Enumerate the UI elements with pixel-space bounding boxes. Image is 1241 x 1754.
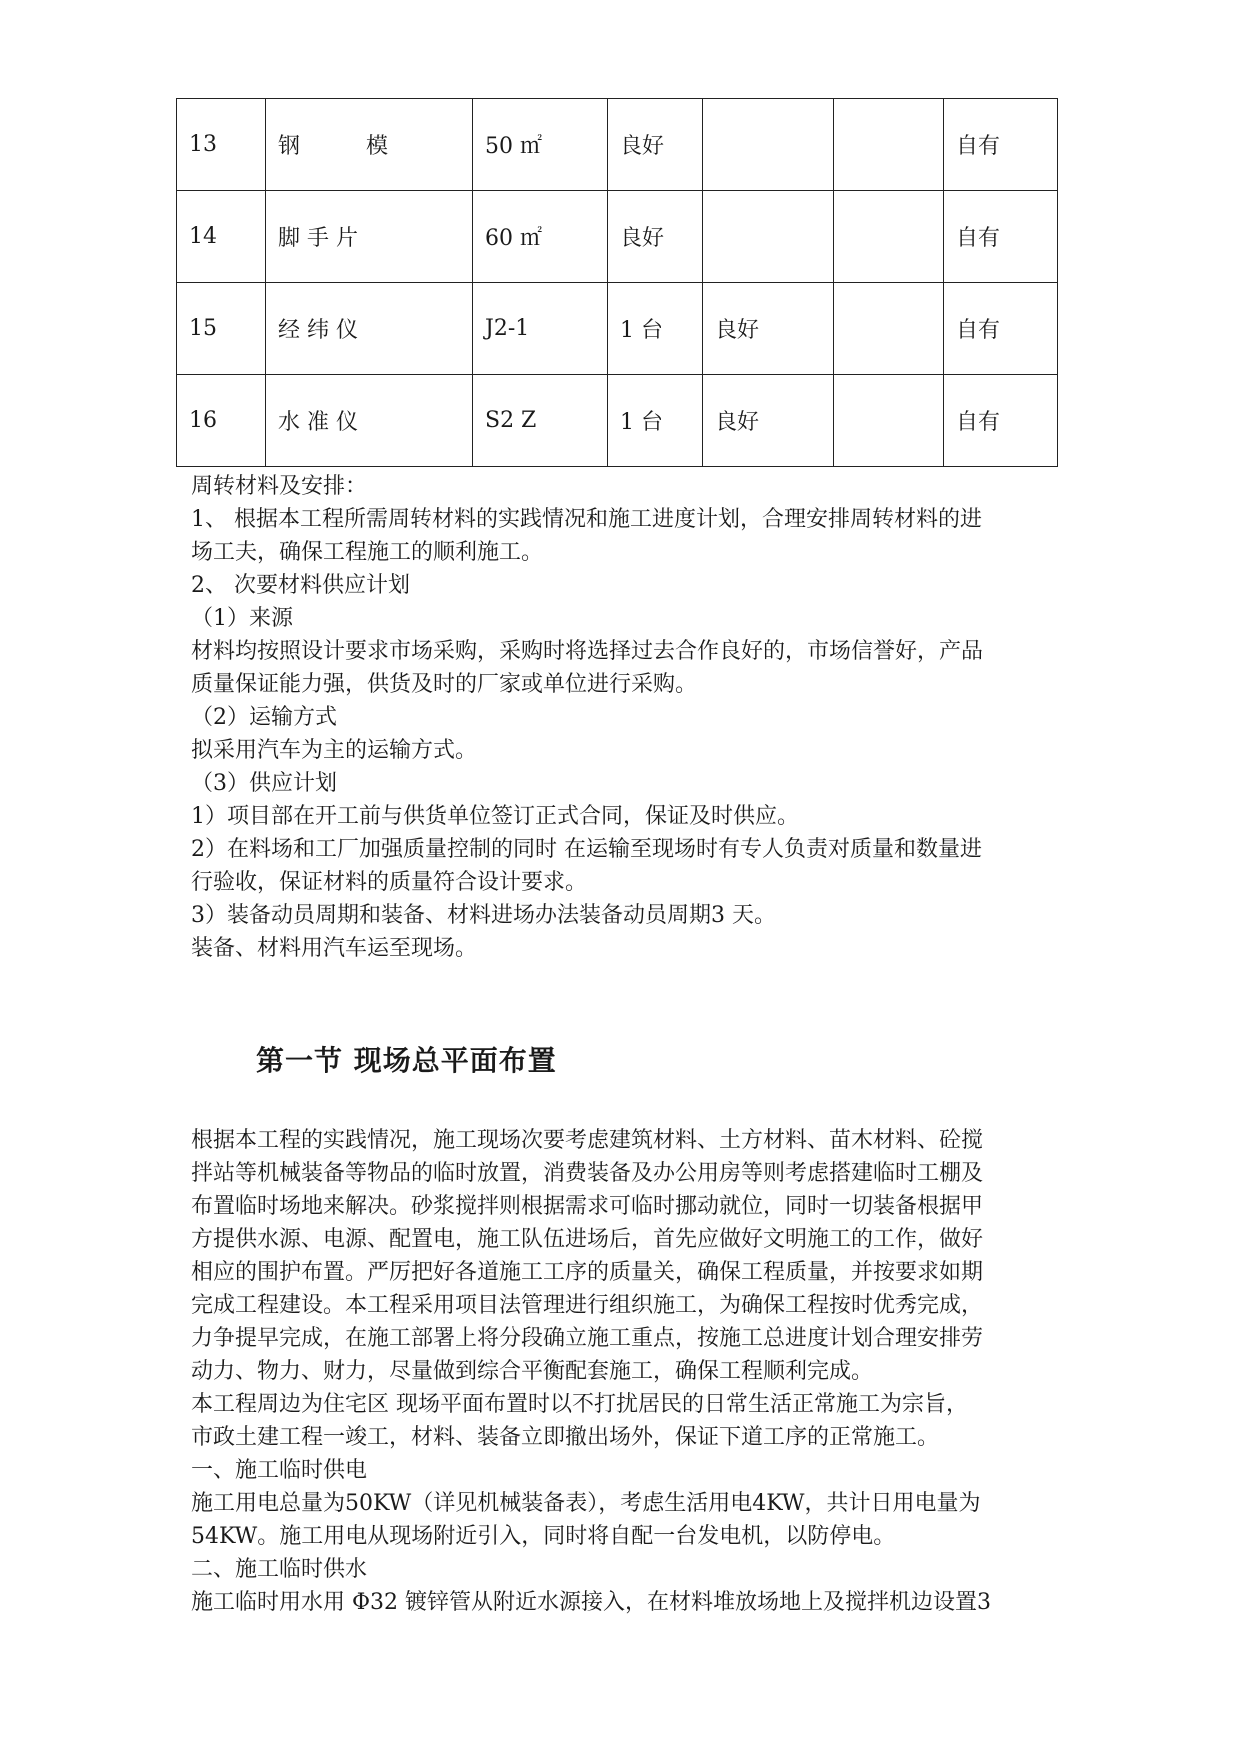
text-line: 一、施工临时供电 — [191, 1458, 368, 1483]
table-cell-c6 — [834, 283, 944, 375]
text-line: 布置临时场地来解决。砂浆搅拌则根据需求可临时挪动就位，同时一切装备根据甲 — [191, 1194, 984, 1219]
table-cell-c4: 1 台 — [608, 375, 703, 467]
table-cell-spec: 60 ㎡ — [473, 191, 608, 283]
section-heading: 第一节 现场总平面布置 — [256, 1044, 557, 1077]
table-cell-c7: 自有 — [944, 375, 1058, 467]
text-line: 质量保证能力强，供货及时的厂家或单位进行采购。 — [191, 672, 698, 697]
text-line: 相应的围护布置。严厉把好各道施工工序的质量关，确保工程质量，并按要求如期 — [191, 1260, 984, 1285]
text-line: 施工临时用水用 Φ32 镀锌管从附近水源接入，在材料堆放场地上及搅拌机边设置3 — [191, 1590, 992, 1615]
table-cell-c7: 自有 — [944, 99, 1058, 191]
table-cell-spec: S2 Z — [473, 375, 608, 467]
text-line: 1、 根据本工程所需周转材料的实践情况和施工进度计划，合理安排周转材料的进 — [191, 507, 982, 532]
table-cell-spec: J2-1 — [473, 283, 608, 375]
text-line: 市政土建工程一竣工，材料、装备立即撤出场外，保证下道工序的正常施工。 — [191, 1425, 940, 1450]
text-line: （1）来源 — [191, 606, 293, 631]
table-cell-c4: 良好 — [608, 191, 703, 283]
text-line: 拟采用汽车为主的运输方式。 — [191, 738, 478, 763]
site-layout-section — [191, 1124, 1091, 1619]
text-line: 3）装备动员周期和装备、材料进场办法装备动员周期3 天。 — [191, 903, 776, 928]
table-cell-c6 — [834, 375, 944, 467]
text-line: 行验收，保证材料的质量符合设计要求。 — [191, 870, 588, 895]
text-line: 根据本工程的实践情况，施工现场次要考虑建筑材料、土方材料、苗木材料、砼搅 — [191, 1128, 984, 1153]
text-line: 动力、物力、财力，尽量做到综合平衡配套施工，确保工程顺利完成。 — [191, 1359, 874, 1384]
table-cell-c7: 自有 — [944, 191, 1058, 283]
table-cell-c7: 自有 — [944, 283, 1058, 375]
table-cell-no: 16 — [177, 375, 266, 467]
text-line: 2）在料场和工厂加强质量控制的同时 在运输至现场时有专人负责对质量和数量进 — [191, 837, 982, 862]
table-cell-spec: 50 ㎡ — [473, 99, 608, 191]
table-row — [177, 283, 1058, 375]
table-cell-c4: 良好 — [608, 99, 703, 191]
table-cell-no: 15 — [177, 283, 266, 375]
table-cell-c4: 1 台 — [608, 283, 703, 375]
text-line: 材料均按照设计要求市场采购，采购时将选择过去合作良好的，市场信誉好，产品 — [191, 639, 984, 664]
text-line: 本工程周边为住宅区 现场平面布置时以不打扰居民的日常生活正常施工为宗旨， — [191, 1392, 968, 1417]
text-line: 力争提早完成，在施工部署上将分段确立施工重点，按施工总进度计划合理安排劳 — [191, 1326, 984, 1351]
text-line: 1）项目部在开工前与供货单位签订正式合同，保证及时供应。 — [191, 804, 799, 829]
equipment-table — [176, 98, 1058, 467]
text-line: （2）运输方式 — [191, 705, 337, 730]
table-cell-c5: 良好 — [703, 375, 834, 467]
materials-section — [191, 470, 1091, 965]
table-cell-c5 — [703, 99, 834, 191]
text-line: 施工用电总量为50KW（详见机械装备表），考虑生活用电4KW，共计日用电量为 — [191, 1491, 981, 1516]
table-cell-name: 经 纬 仪 — [266, 283, 473, 375]
text-line: 装备、材料用汽车运至现场。 — [191, 936, 478, 961]
table-row — [177, 375, 1058, 467]
text-line: （3）供应计划 — [191, 771, 337, 796]
table-cell-c5: 良好 — [703, 283, 834, 375]
table-cell-no: 13 — [177, 99, 266, 191]
table-cell-c6 — [834, 99, 944, 191]
table-cell-name: 钢 模 — [266, 99, 473, 191]
table-cell-no: 14 — [177, 191, 266, 283]
text-line: 二、施工临时供水 — [191, 1557, 368, 1582]
table-row — [177, 99, 1058, 191]
table-cell-c5 — [703, 191, 834, 283]
text-line: 54KW。施工用电从现场附近引入，同时将自配一台发电机，以防停电。 — [191, 1524, 896, 1549]
table-cell-name: 脚 手 片 — [266, 191, 473, 283]
text-line: 场工夫，确保工程施工的顺利施工。 — [191, 540, 544, 565]
text-line: 方提供水源、电源、配置电，施工队伍进场后，首先应做好文明施工的工作，做好 — [191, 1227, 984, 1252]
text-line: 完成工程建设。本工程采用项目法管理进行组织施工，为确保工程按时优秀完成， — [191, 1293, 984, 1318]
table-cell-name: 水 准 仪 — [266, 375, 473, 467]
table-cell-c6 — [834, 191, 944, 283]
text-line: 2、 次要材料供应计划 — [191, 573, 410, 598]
table-row — [177, 191, 1058, 283]
text-line: 周转材料及安排： — [191, 474, 368, 499]
text-line: 拌站等机械装备等物品的临时放置，消费装备及办公用房等则考虑搭建临时工棚及 — [191, 1161, 984, 1186]
